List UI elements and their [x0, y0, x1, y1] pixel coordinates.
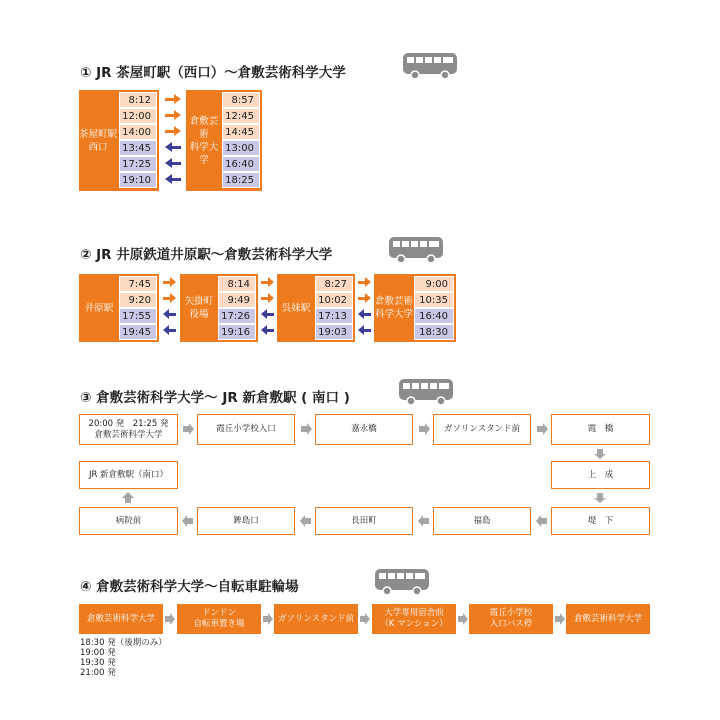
arrow-left-icon	[358, 309, 371, 319]
stop-kurei	[277, 274, 315, 342]
bus-icon	[388, 236, 444, 264]
arrow-right-icon	[358, 277, 371, 287]
time-cell: 12:45	[222, 108, 260, 124]
time-cell: 14:45	[222, 124, 260, 140]
arrow-down-icon	[594, 449, 606, 459]
arrow-right-icon	[358, 293, 371, 303]
direction-arrows	[163, 277, 177, 341]
time-cell: 13:45	[119, 140, 157, 156]
stop-label: 井原駅	[84, 302, 114, 314]
section-1-title: ① JR 茶屋町駅（西口）〜倉敷芸術科学大学	[80, 65, 346, 81]
arrow-left-icon	[300, 515, 311, 527]
stop-label: 呉妹駅	[281, 302, 311, 314]
arrow-left-icon	[261, 325, 274, 335]
time-cell: 13:00	[222, 140, 260, 156]
section-2-title: ② JR 井原鉄道井原駅〜倉敷芸術科学大学	[80, 247, 333, 263]
route-node: 倉敷芸術科学大学	[79, 604, 163, 634]
arrow-right-icon	[165, 126, 181, 136]
arrow-right-icon	[458, 613, 468, 625]
arrow-right-icon	[263, 613, 273, 625]
arrow-left-icon	[261, 309, 274, 319]
time-cell: 7:45	[119, 276, 157, 292]
route-node: 倉敷芸術科学大学	[566, 604, 650, 634]
arrow-right-icon	[419, 423, 430, 435]
stop-label: 矢掛町	[184, 296, 214, 307]
arrow-right-icon	[165, 613, 175, 625]
time-cell: 9:00	[414, 276, 454, 292]
stop-chayamachi	[79, 90, 117, 191]
departure-time: 19:00 発	[80, 648, 116, 658]
arrow-up-icon	[122, 492, 134, 503]
route-node	[372, 604, 456, 634]
times-column-univ-2	[414, 274, 456, 342]
time-cell: 9:20	[119, 292, 157, 308]
route-stop: 病院前	[79, 507, 178, 535]
arrow-right-icon	[301, 423, 312, 435]
arrow-left-icon	[418, 515, 429, 527]
time-cell: 19:45	[119, 324, 157, 340]
time-cell: 10:35	[414, 292, 454, 308]
time-cell: 17:25	[119, 156, 157, 172]
arrow-left-icon	[182, 515, 193, 527]
direction-arrows	[358, 277, 372, 341]
departure-times	[80, 638, 167, 678]
arrow-right-icon	[163, 293, 176, 303]
time-cell: 10:02	[315, 292, 353, 308]
arrow-right-icon	[261, 293, 274, 303]
bus-icon	[398, 378, 454, 406]
route-stop: 長田町	[315, 507, 413, 535]
route-stop: 霞丘小学校入口	[197, 414, 295, 445]
arrow-down-icon	[594, 493, 606, 503]
stop-label: 倉敷芸術	[374, 296, 413, 307]
time-cell: 19:03	[315, 324, 353, 340]
bus-icon	[402, 52, 458, 80]
stop-yakage	[180, 274, 218, 342]
time-cell: 18:25	[222, 172, 260, 188]
departure-time: 18:30 発（後期のみ）	[80, 638, 167, 648]
route-node	[469, 604, 553, 634]
arrow-left-icon	[165, 158, 181, 168]
arrow-right-icon	[165, 94, 181, 104]
node-label: 自転車置き場	[193, 619, 245, 629]
times-column-chayamachi	[117, 90, 159, 191]
route-stop: 嘉永橋	[315, 414, 413, 445]
stop-label: 科学大学	[189, 141, 219, 166]
time-cell: 17:55	[119, 308, 157, 324]
bus-icon	[374, 568, 430, 596]
node-label: （K マンション）	[380, 619, 448, 629]
node-label: 霞丘小学校	[489, 608, 533, 618]
route-node: ガソリンスタンド前	[274, 604, 358, 634]
arrow-right-icon	[360, 613, 370, 625]
arrow-left-icon	[358, 325, 371, 335]
arrow-right-icon	[165, 110, 181, 120]
start-name: 倉敷芸術科学大学	[94, 429, 163, 440]
direction-arrows	[261, 277, 275, 341]
stop-label: 科学大学	[374, 309, 413, 320]
stop-kurashiki-univ	[186, 90, 222, 191]
section-4-title: ④ 倉敷芸術科学大学〜自転車駐輪場	[80, 579, 299, 595]
time-cell: 8:12	[119, 92, 157, 108]
arrow-left-icon	[165, 142, 181, 152]
route-end-node: JR 新倉敷駅（南口）	[79, 461, 178, 489]
route-start-node	[79, 414, 178, 445]
direction-arrows	[164, 92, 182, 188]
stop-kurashiki-univ-2	[374, 274, 414, 342]
stop-label: 役場	[189, 309, 209, 320]
arrow-left-icon	[163, 325, 176, 335]
route-stop: 堤 下	[551, 507, 650, 535]
time-cell: 19:10	[119, 172, 157, 188]
time-cell: 17:13	[315, 308, 353, 324]
stop-label: 西口	[88, 141, 108, 153]
time-cell: 19:16	[218, 324, 256, 340]
departure-time: 21:00 発	[80, 668, 116, 678]
time-cell: 17:26	[218, 308, 256, 324]
arrow-left-icon	[165, 174, 181, 184]
route-stop: 霞 橋	[551, 414, 650, 445]
start-times: 20:00 発 21:25 発	[88, 418, 169, 429]
route-stop: 鉾島口	[197, 507, 295, 535]
time-cell: 18:30	[414, 324, 454, 340]
route-node	[177, 604, 261, 634]
arrow-right-icon	[183, 423, 194, 435]
node-label: 大学専用宿舎前	[384, 608, 444, 618]
arrow-right-icon	[163, 277, 176, 287]
arrow-right-icon	[537, 423, 548, 435]
time-cell: 8:14	[218, 276, 256, 292]
node-label: ドンドン	[201, 608, 236, 618]
time-cell: 9:49	[218, 292, 256, 308]
time-cell: 8:27	[315, 276, 353, 292]
time-cell: 12:00	[119, 108, 157, 124]
stop-label: 茶屋町駅	[79, 128, 118, 140]
section-3-title: ③ 倉敷芸術科学大学〜 JR 新倉敷駅 ( 南口 )	[80, 390, 350, 406]
time-cell: 16:40	[222, 156, 260, 172]
route-stop: 福島	[433, 507, 531, 535]
time-cell: 16:40	[414, 308, 454, 324]
route-stop: 上 成	[551, 461, 650, 489]
arrow-left-icon	[163, 309, 176, 319]
times-column-ibara	[119, 274, 159, 342]
time-cell: 14:00	[119, 124, 157, 140]
times-column-univ	[222, 90, 262, 191]
time-cell: 8:57	[222, 92, 260, 108]
stop-label: 倉敷芸術	[189, 115, 219, 140]
stop-ibara	[79, 274, 119, 342]
arrow-right-icon	[261, 277, 274, 287]
times-column-kurei	[315, 274, 355, 342]
departure-time: 19:30 発	[80, 658, 116, 668]
node-label: 入口バス停	[489, 619, 533, 629]
arrow-right-icon	[555, 613, 565, 625]
route-stop: ガソリンスタンド前	[433, 414, 531, 445]
times-column-yakage	[218, 274, 258, 342]
arrow-left-icon	[536, 515, 547, 527]
